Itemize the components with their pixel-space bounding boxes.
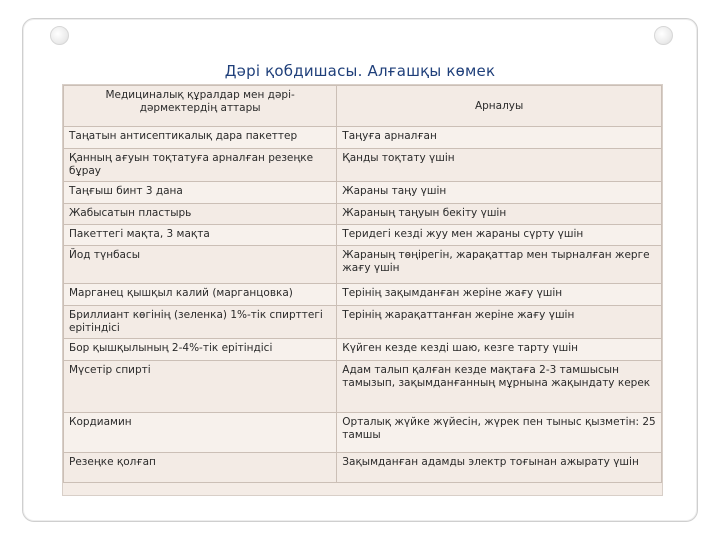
first-aid-table <box>63 85 662 483</box>
table-row <box>64 149 662 182</box>
row-name: Таңғыш бинт 3 дана <box>64 182 337 204</box>
row-name: Мүсетір спирті <box>64 361 337 413</box>
row-purpose: Жараның төңірегін, жарақаттар мен тырналған жерге жағу үшін <box>337 246 662 284</box>
page-title: Дәрі қобдишасы. Алғашқы көмек <box>224 62 496 80</box>
table-row <box>64 127 662 149</box>
row-purpose: Таңуға арналған <box>337 127 662 149</box>
row-purpose: Адам талып қалған кезде мақтаға 2-3 тамшысын тамызып, зақымданғанның мұрнына жақындату керек <box>337 361 662 413</box>
table-row <box>64 182 662 204</box>
header-purpose: Арналуы <box>337 86 662 127</box>
table-row <box>64 339 662 361</box>
table-row <box>64 204 662 225</box>
row-purpose: Күйген кезде кезді шаю, кезге тарту үшін <box>337 339 662 361</box>
row-name: Кордиамин <box>64 413 337 453</box>
row-name: Марганец қышқыл калий (марганцовка) <box>64 284 337 306</box>
row-name: Йод түнбасы <box>64 246 337 284</box>
row-purpose: Теридегі кезді жуу мен жараны сүрту үшін <box>337 225 662 246</box>
table-row <box>64 453 662 483</box>
table-sheet <box>62 84 663 496</box>
row-name: Таңатын антисептикалық дара пакеттер <box>64 127 337 149</box>
row-purpose: Жараны таңу үшін <box>337 182 662 204</box>
header-name: Медициналық құралдар мен дәрі-дәрмектердің аттары <box>64 86 337 127</box>
table-row <box>64 246 662 284</box>
row-name: Бриллиант көгінің (зеленка) 1%-тік спирттегі ерітіндісі <box>64 306 337 339</box>
row-purpose: Қанды тоқтату үшін <box>337 149 662 182</box>
table-row <box>64 306 662 339</box>
row-purpose: Зақымданған адамды электр тоғынан ажырату үшін <box>337 453 662 483</box>
table-row <box>64 413 662 453</box>
table-row <box>64 361 662 413</box>
row-purpose: Жараның таңуын бекіту үшін <box>337 204 662 225</box>
row-name: Пакеттегі мақта, 3 мақта <box>64 225 337 246</box>
row-name: Қанның ағуын тоқтатуға арналған резеңке бұрау <box>64 149 337 182</box>
table-header-row <box>64 86 662 127</box>
row-name: Жабысатын пластырь <box>64 204 337 225</box>
row-purpose: Терінің зақымданған жеріне жағу үшін <box>337 284 662 306</box>
table-row <box>64 225 662 246</box>
row-name: Резеңке қолғап <box>64 453 337 483</box>
table-row <box>64 284 662 306</box>
ring-icon <box>654 26 673 45</box>
ring-icon <box>50 26 69 45</box>
row-purpose: Терінің жарақаттанған жеріне жағу үшін <box>337 306 662 339</box>
row-name: Бор қышқылының 2-4%-тік ерітіндісі <box>64 339 337 361</box>
row-purpose: Орталық жүйке жүйесін, жүрек пен тыныс қызметін: 25 тамшы <box>337 413 662 453</box>
